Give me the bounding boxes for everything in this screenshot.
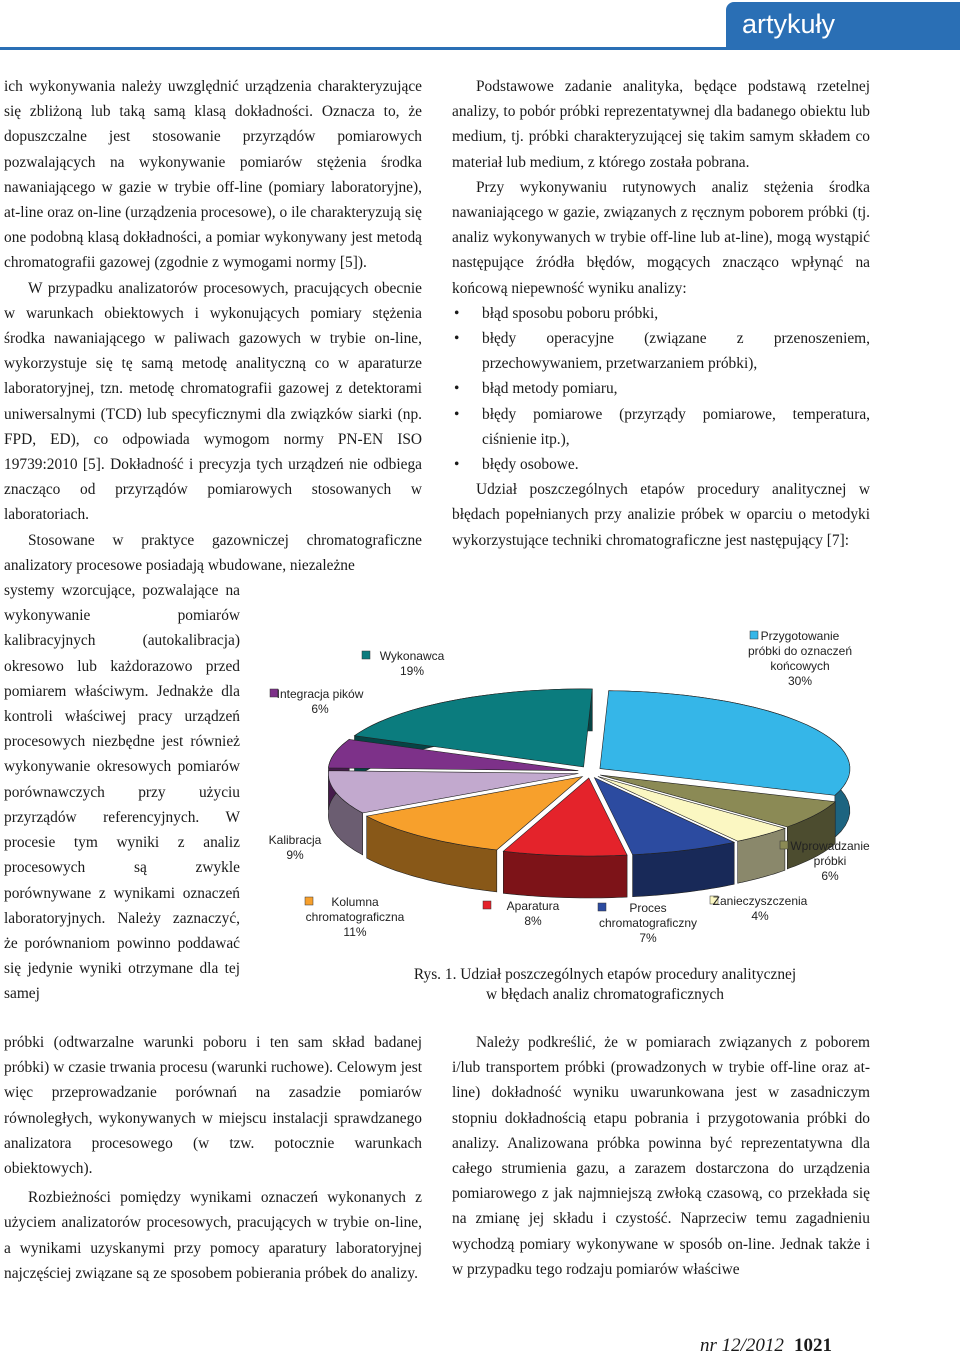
data-label: Wykonawca bbox=[379, 649, 445, 663]
figure-caption bbox=[340, 965, 870, 1005]
legend-swatch bbox=[750, 631, 758, 639]
caption-line: w błędach analiz chromatograficznych bbox=[485, 986, 724, 1003]
data-label: 8% bbox=[524, 914, 542, 928]
paragraph: systemy wzorcujące, pozwalające na wykonywanie pomiarów kalibracyjnych (autokalibracja) okresowo lub każdorazowo przed pomiarem właściwym. Jednakże dla kontroli właściwej pracy urządzeń procesowych niezbędne jest również wykonywanie okresowych pomiarów porównawczych przy użyciu przyrządów referencyjnych. W procesie tym wyniki z analiz procesowych są zwykle porównywane z wynikami oznaczeń laboratoryjnych. Należy zaznaczyć, że porównaniom powinno poddawać się jedynie wyniki otrzymane dla tej samej bbox=[4, 582, 240, 1003]
left-column-continued bbox=[4, 1030, 422, 1286]
pie-slice-side bbox=[503, 851, 627, 898]
page-number: 1021 bbox=[793, 1335, 832, 1356]
paragraph: próbki (odtwarzalne warunki poboru i ten sam skład badanej próbki) w czasie trwania procesu (warunki ruchowe). Celowym jest więc przeprowadzanie porównań na zasadzie pomiarów równoległych, wykonywanych w miejscu instalacji sprawdzanego analizatora procesowego (w tzw. potocznie warunkach obiektowych). bbox=[4, 1034, 422, 1178]
list-item: • błędy osobowe. bbox=[452, 452, 870, 477]
right-column bbox=[452, 74, 870, 553]
data-label: 9% bbox=[286, 848, 304, 862]
legend-swatch bbox=[780, 841, 788, 849]
right-column-continued bbox=[452, 1030, 870, 1282]
error-sources-list bbox=[452, 301, 870, 477]
data-label: Kolumna bbox=[331, 895, 379, 909]
data-label: Proces bbox=[629, 901, 667, 915]
paragraph: Podstawowe zadanie analityka, będące podstawą rzetelnej analizy, to pobór próbki reprezentatywnej dla badanego obiektu lub medium, tj. próbki charakteryzującej się takim samym składem co materiał lub medium, z którego została pobrana. bbox=[452, 78, 870, 171]
data-label: 6% bbox=[821, 869, 839, 883]
paragraph: Przy wykonywaniu rutynowych analiz stężenia środka nawaniającego w gazie, związanych z ręcznym poborem próbki (tj. analiz wykonywanych w trybie off-line lub at-line), mogą wystąpić następujące źródła błędów, mogących znacząco wpłynąć na końcową niepewność wyniku analizy: bbox=[452, 178, 870, 297]
paragraph: W przypadku analizatorów procesowych, pracujących obecnie w warunkach obiektowych i wykonujących pomiary stężenia środka nawaniającego w paliwach gazowych w trybie on-line, wykorzystuje się tę samą metodę analityczną co w aparaturze laboratoryjnej, tzn. metodę chromatografii gazowej z detektorami uniwersalnymi (TCD) lub specyficznymi dla związków siarki (np. FPD, ED), co odpowiada wymogom normy PN-EN ISO 19739:2010 [5]. Dokładność i precyzja tych urządzeń nie odbiega znacząco od przyrządów pomiarowych stosowanych w laboratoriach. bbox=[4, 279, 422, 524]
paragraph: Udział poszczególnych etapów procedury analitycznej w błędach popełnianych przy analizie próbek w oparciu o metodyki wykorzystujące techniki chromatograficzne jest następujący [7]: bbox=[452, 481, 870, 549]
data-label: końcowych bbox=[770, 659, 830, 673]
legend-swatch bbox=[598, 903, 606, 911]
legend-swatch bbox=[305, 897, 313, 905]
data-label: 19% bbox=[399, 664, 425, 678]
data-label: Przygotowanie bbox=[760, 629, 840, 643]
list-item: • błędy operacyjne (związane z przenoszeniem, przechowywaniem, przetwarzaniem próbki), bbox=[452, 326, 870, 376]
data-label: Kalibracja bbox=[268, 833, 322, 847]
issue-number: nr 12/2012 bbox=[700, 1335, 784, 1356]
section-tag: artykuły bbox=[726, 2, 960, 47]
data-label: chromatograficzny bbox=[598, 916, 698, 930]
data-label: 4% bbox=[751, 909, 769, 923]
data-label: Wprowadzanie bbox=[790, 839, 870, 853]
data-label: 11% bbox=[343, 925, 367, 939]
data-label: Aparatura bbox=[506, 899, 560, 913]
paragraph: Rozbieżności pomiędzy wynikami oznaczeń wykonanych z użyciem analizatorów procesowych, pracujących w trybie on-line, a wynikami uzyskanymi przy pomocy aparatury laboratoryjnej najczęściej związane są ze sposobem pobierania próbek do analizy. bbox=[4, 1189, 422, 1282]
legend-swatch bbox=[483, 901, 491, 909]
legend-swatch bbox=[362, 651, 370, 659]
data-label: próbki do oznaczeń bbox=[747, 644, 853, 658]
data-label: Zanieczyszczenia bbox=[712, 894, 808, 908]
paragraph: Należy podkreślić, że w pomiarach związanych z poborem i/lub transportem próbki (prowadzonych w trybie off-line oraz at-line) dokładność wyniku uwarunkowana jest w zasadniczym stopniu dokładnością etapu pobrania i przygotowania próbki do analizy. Analizowana próbka powinna być reprezentatywna dla całego strumienia gazu, a zarazem dostarczona do urządzenia pomiarowego z jak najmniejszą zwłoką czasową, co przekłada się na zmianę jej składu i czystość. Naprzeciw temu zagadnieniu wychodzą pomiary wykonywane w sposób on-line. Jednak także i w przypadku tego rodzaju pomiarów właściwe bbox=[452, 1034, 870, 1278]
data-label: 30% bbox=[787, 674, 813, 688]
caption-line: Rys. 1. Udział poszczególnych etapów procedury analitycznej bbox=[413, 966, 797, 983]
data-label: Integracja pików bbox=[276, 687, 364, 701]
paragraph: ich wykonywania należy uwzględnić urządzenia charakteryzujące się zbliżoną lub taką samą klasą dokładności. Oznacza to, że dopuszczalne jest stosowanie przyrządów pomiarowych pozwalających na wykonywanie pomiarów stężenia środka nawaniającego w gazie w trybie off-line (pomiary laboratoryjne), at-line oraz on-line (urządzenia procesowe), o ile charakteryzują się one podobną klasą dokładności, a pomiar wykonywany jest metodą chromatografii gazowej (zgodnie z wymogami normy [5]). bbox=[4, 78, 422, 272]
pie-chart bbox=[255, 622, 875, 957]
list-item: • błąd sposobu poboru próbki, bbox=[452, 301, 870, 326]
list-item: • błędy pomiarowe (przyrządy pomiarowe, temperatura, ciśnienie itp.), bbox=[452, 402, 870, 452]
list-item: • błąd metody pomiaru, bbox=[452, 376, 870, 401]
paragraph: Stosowane w praktyce gazowniczej chromatograficzne analizatory procesowe posiadają wbudowane, niezależne bbox=[4, 531, 422, 574]
data-label: chromatograficzna bbox=[305, 910, 405, 924]
page-footer bbox=[700, 1335, 832, 1357]
data-label: 7% bbox=[639, 931, 657, 945]
data-label: 6% bbox=[311, 702, 329, 716]
header-rule bbox=[0, 47, 960, 50]
data-label: próbki bbox=[813, 854, 847, 868]
